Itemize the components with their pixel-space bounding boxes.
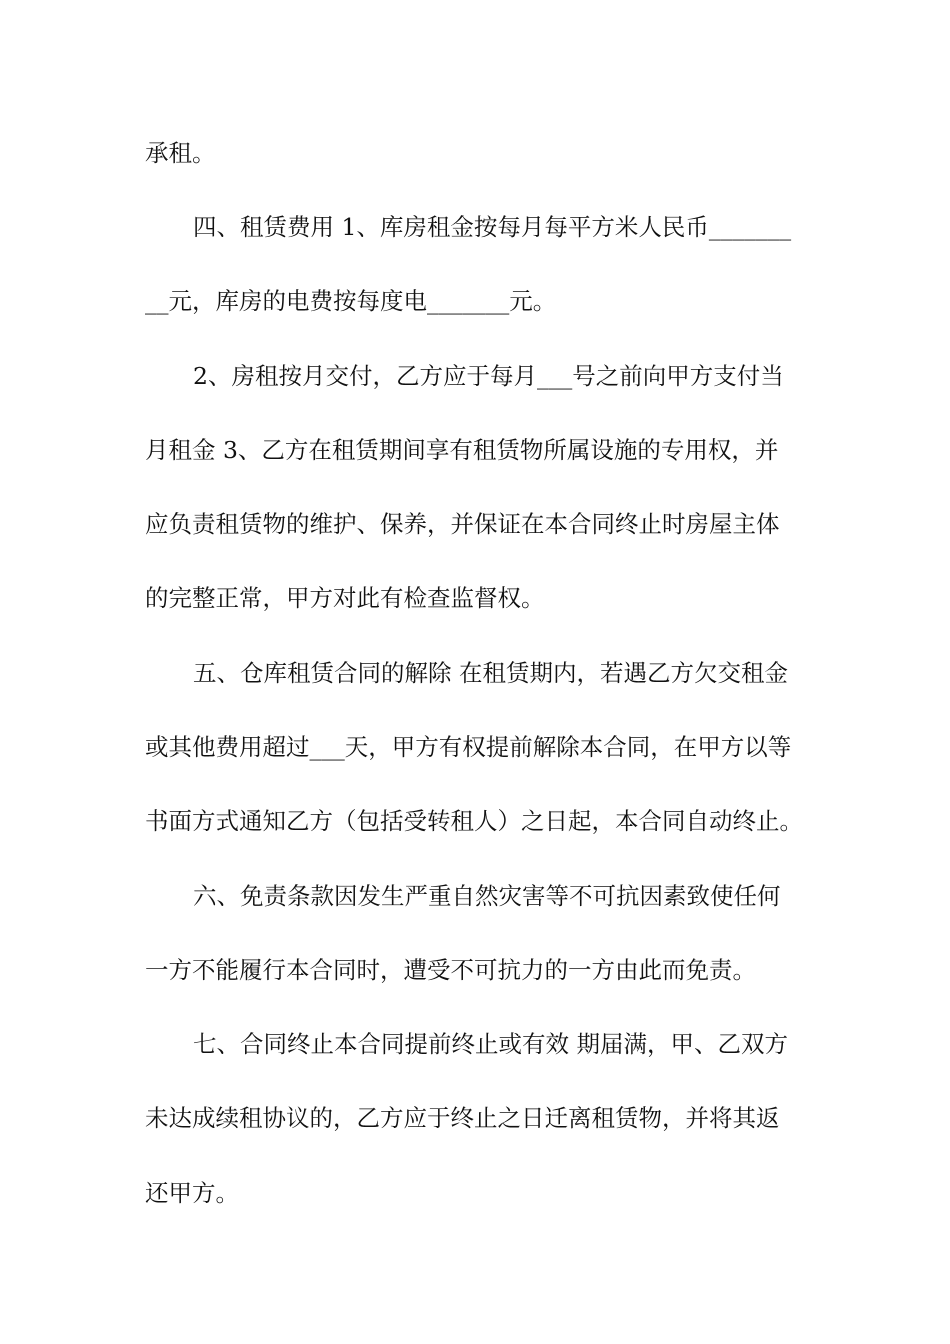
text-line: 四、租赁费用 1、库房租金按每月每平方米人民币_______: [193, 213, 792, 241]
text-line: 还甲方。: [145, 1179, 239, 1207]
text-line: __元，库房的电费按每度电_______元。: [145, 287, 557, 315]
text-line: 的完整正常，甲方对此有检查监督权。: [145, 584, 545, 612]
text-line: 或其他费用超过___天，甲方有权提前解除本合同，在甲方以等: [145, 733, 792, 761]
text-line: 书面方式通知乙方（包括受转租人）之日起，本合同自动终止。: [145, 807, 803, 835]
text-line: 一方不能履行本合同时，遭受不可抗力的一方由此而免责。: [145, 956, 756, 984]
text-line: 未达成续租协议的，乙方应于终止之日迁离租赁物，并将其返: [145, 1104, 780, 1132]
text-line: 月租金 3、乙方在租赁期间享有租赁物所属设施的专用权，并: [145, 436, 779, 464]
text-line: 五、仓库租赁合同的解除 在租赁期内，若遇乙方欠交租金: [193, 659, 788, 687]
text-line: 七、合同终止本合同提前终止或有效 期届满，甲、乙双方: [193, 1030, 788, 1058]
text-line: 应负责租赁物的维护、保养，并保证在本合同终止时房屋主体: [145, 510, 780, 538]
text-line: 六、免责条款因发生严重自然灾害等不可抗因素致使任何: [193, 882, 781, 910]
text-line: 2、房租按月交付，乙方应于每月___号之前向甲方支付当: [193, 362, 784, 390]
text-line: 承租。: [145, 139, 216, 167]
